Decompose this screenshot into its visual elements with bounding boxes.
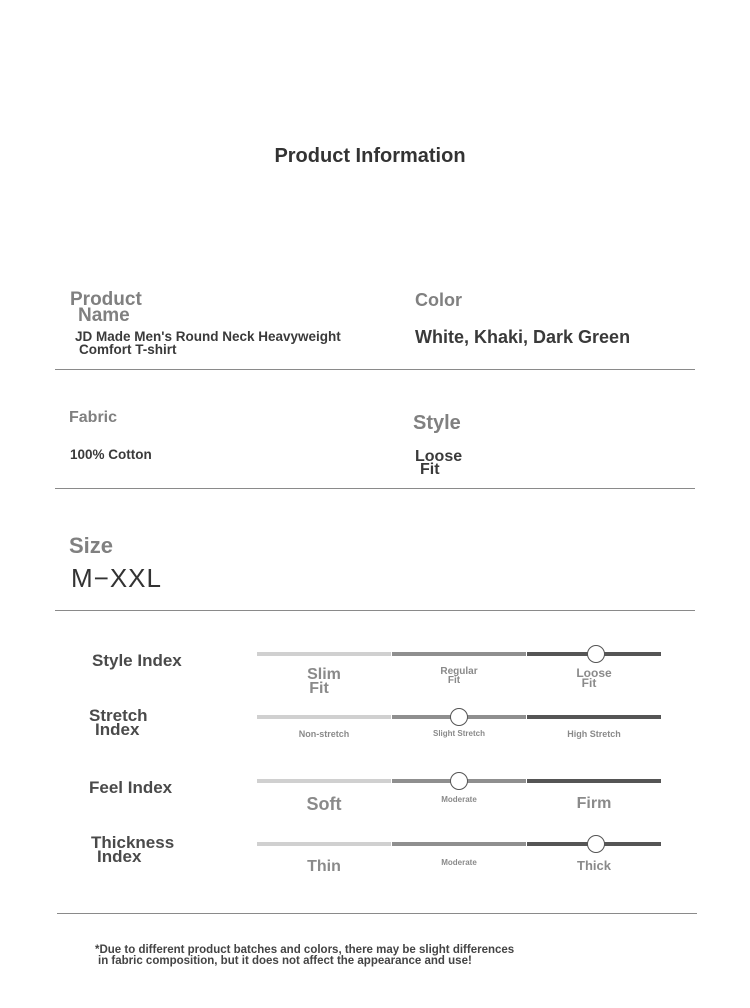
divider — [57, 913, 697, 914]
scale-level-text: Fit — [447, 674, 461, 686]
scale-level-text: Moderate — [441, 795, 477, 804]
index-name-line: Style Index — [92, 651, 182, 670]
scale-knob — [587, 835, 605, 853]
fabric-label: Fabric — [69, 409, 118, 426]
scale-level-label — [392, 860, 526, 867]
scale-level-label — [257, 668, 391, 695]
divider — [55, 610, 695, 611]
index-name-line: Index — [95, 720, 140, 739]
index-name — [92, 651, 182, 670]
scale-level-text: High Stretch — [567, 729, 621, 739]
style-value: Loose Fit — [415, 448, 463, 478]
scale-knob — [450, 708, 468, 726]
size-label: Size — [69, 533, 114, 558]
index-name — [91, 833, 175, 866]
scale-level-label — [527, 860, 661, 871]
divider — [55, 488, 695, 489]
scale-level-text: Slight Stretch — [432, 729, 485, 738]
scale-level-label — [257, 731, 391, 739]
color-label: Color — [415, 290, 462, 310]
scale-level-text: Regular — [440, 666, 478, 677]
page-title: Product Information — [274, 145, 466, 167]
scale-level-text: Loose — [576, 666, 612, 680]
divider — [55, 369, 695, 370]
scale-segment — [392, 842, 526, 846]
size-value: M−XXL — [71, 563, 162, 593]
fabric-value: 100% Cotton — [70, 447, 152, 462]
scale-knob — [587, 645, 605, 663]
index-name-line: Feel Index — [89, 778, 173, 797]
scale-segment — [257, 715, 391, 719]
scale-level-text: Thin — [307, 858, 341, 875]
scale-level-text: Fit — [309, 679, 329, 697]
scale-level-text: Slim — [307, 666, 341, 683]
index-name — [89, 778, 173, 797]
scale-level-text: Thick — [577, 858, 611, 873]
scale-segment — [257, 652, 391, 656]
scale-segment — [392, 652, 526, 656]
scale-level-text: Non-stretch — [298, 729, 350, 739]
scale-knob — [450, 772, 468, 790]
color-value: White, Khaki, Dark Green — [415, 327, 631, 347]
index-name — [89, 706, 148, 739]
scale-level-label — [527, 666, 661, 691]
scale-level-text: Soft — [306, 794, 342, 814]
footer-note: *Due to different product batches and colors, there may be slight differences in fabric composition, but it does not affect the appearance and use! — [95, 944, 515, 967]
product-name-label: Product Name — [70, 289, 142, 326]
scale-level-text: Moderate — [441, 858, 477, 867]
scale-segment — [527, 715, 661, 719]
scale-level-text: Firm — [576, 795, 612, 812]
style-label: Style — [413, 412, 461, 434]
scale-level-label — [257, 860, 391, 874]
scale-level-label — [392, 731, 526, 738]
product-name-value: JD Made Men's Round Neck Heavyweight Comfort T-shirt — [75, 329, 341, 357]
index-name-line: Stretch — [89, 706, 148, 725]
scale-segment — [527, 779, 661, 783]
scale-level-text: Fit — [581, 676, 597, 691]
scale-segment — [257, 779, 391, 783]
scale-level-label — [392, 668, 526, 685]
scale-level-label — [527, 731, 661, 739]
scale-level-label — [257, 794, 391, 814]
scale-segment — [257, 842, 391, 846]
index-name-line: Index — [97, 847, 142, 866]
scale-level-label — [392, 797, 526, 804]
index-name-line: Thickness — [91, 833, 175, 852]
scale-level-label — [527, 797, 661, 811]
